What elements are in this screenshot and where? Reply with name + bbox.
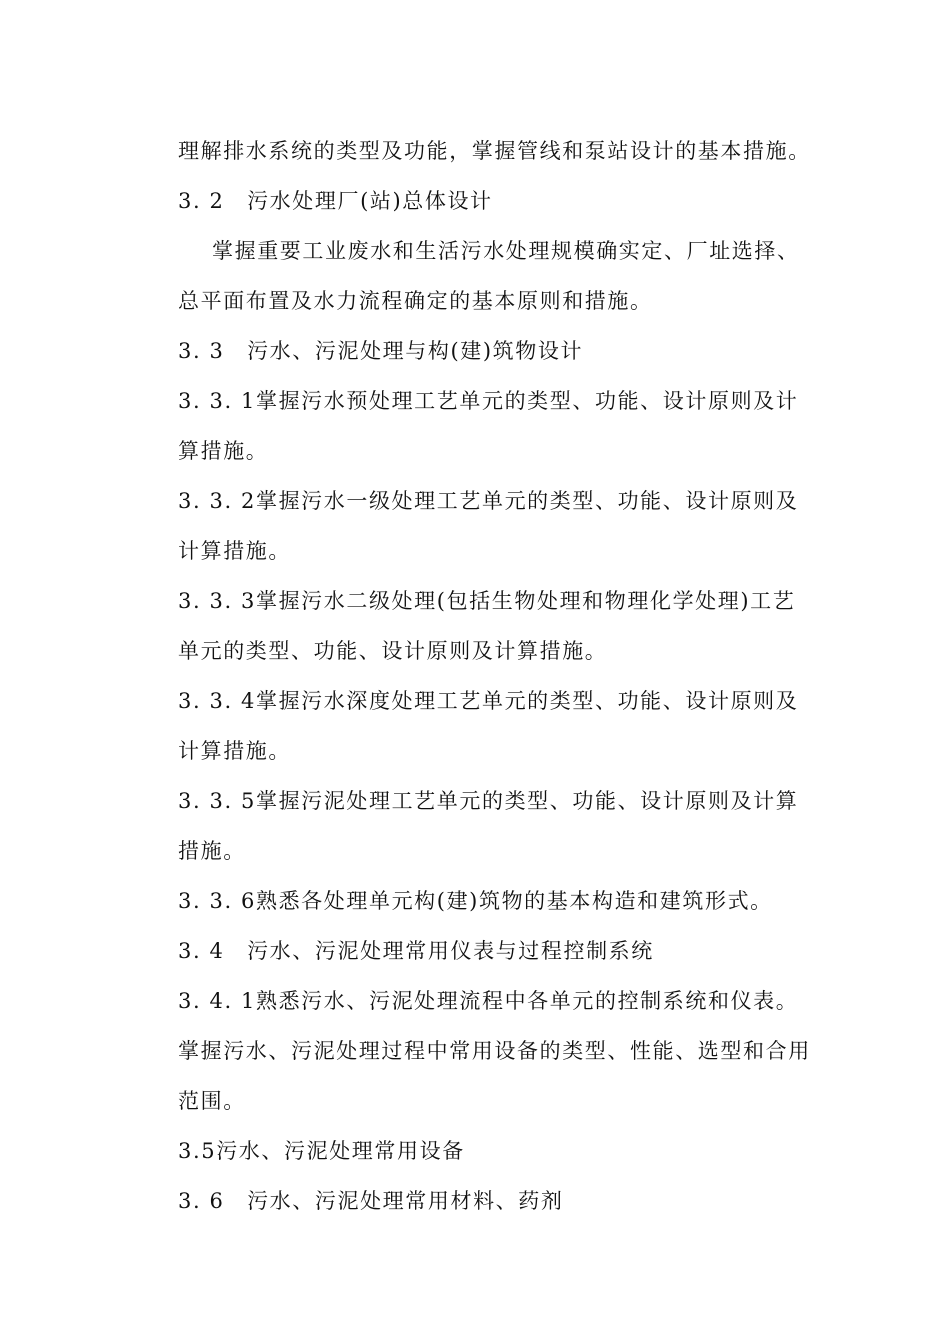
paragraph-line: 理解排水系统的类型及功能，掌握管线和泵站设计的基本措施。: [178, 139, 811, 163]
section-heading-3-3: 3. 3 污水、污泥处理与构(建)筑物设计: [178, 339, 584, 363]
paragraph-line: 单元的类型、功能、设计原则及计算措施。: [178, 639, 608, 663]
paragraph-line: 总平面布置及水力流程确定的基本原则和措施。: [178, 289, 653, 313]
subsection-3-3-6: 3. 3. 6熟悉各处理单元构(建)筑物的基本构造和建筑形式。: [178, 889, 773, 913]
paragraph-line: 掌握污水、污泥处理过程中常用设备的类型、性能、选型和合用: [178, 1039, 811, 1063]
paragraph-line: 计算措施。: [178, 539, 291, 563]
paragraph-line: 措施。: [178, 839, 246, 863]
subsection-3-3-1: 3. 3. 1掌握污水预处理工艺单元的类型、功能、设计原则及计: [178, 389, 799, 413]
subsection-3-3-3: 3. 3. 3掌握污水二级处理(包括生物处理和物理化学处理)工艺: [178, 589, 796, 613]
paragraph-line: 掌握重要工业废水和生活污水处理规模确实定、厂址选择、: [212, 239, 800, 263]
paragraph-line: 计算措施。: [178, 739, 291, 763]
section-heading-3-4: 3. 4 污水、污泥处理常用仪表与过程控制系统: [178, 939, 654, 963]
section-heading-3-6: 3. 6 污水、污泥处理常用材料、药剂: [178, 1189, 564, 1213]
subsection-3-3-4: 3. 3. 4掌握污水深度处理工艺单元的类型、功能、设计原则及: [178, 689, 799, 713]
section-heading-3-2: 3. 2 污水处理厂(站)总体设计: [178, 189, 493, 213]
subsection-3-4-1: 3. 4. 1熟悉污水、污泥处理流程中各单元的控制系统和仪表。: [178, 989, 799, 1013]
paragraph-line: 算措施。: [178, 439, 269, 463]
paragraph-line: 范围。: [178, 1089, 246, 1113]
subsection-3-3-5: 3. 3. 5掌握污泥处理工艺单元的类型、功能、设计原则及计算: [178, 789, 799, 813]
section-heading-3-5: 3.5污水、污泥处理常用设备: [178, 1139, 465, 1163]
subsection-3-3-2: 3. 3. 2掌握污水一级处理工艺单元的类型、功能、设计原则及: [178, 489, 799, 513]
